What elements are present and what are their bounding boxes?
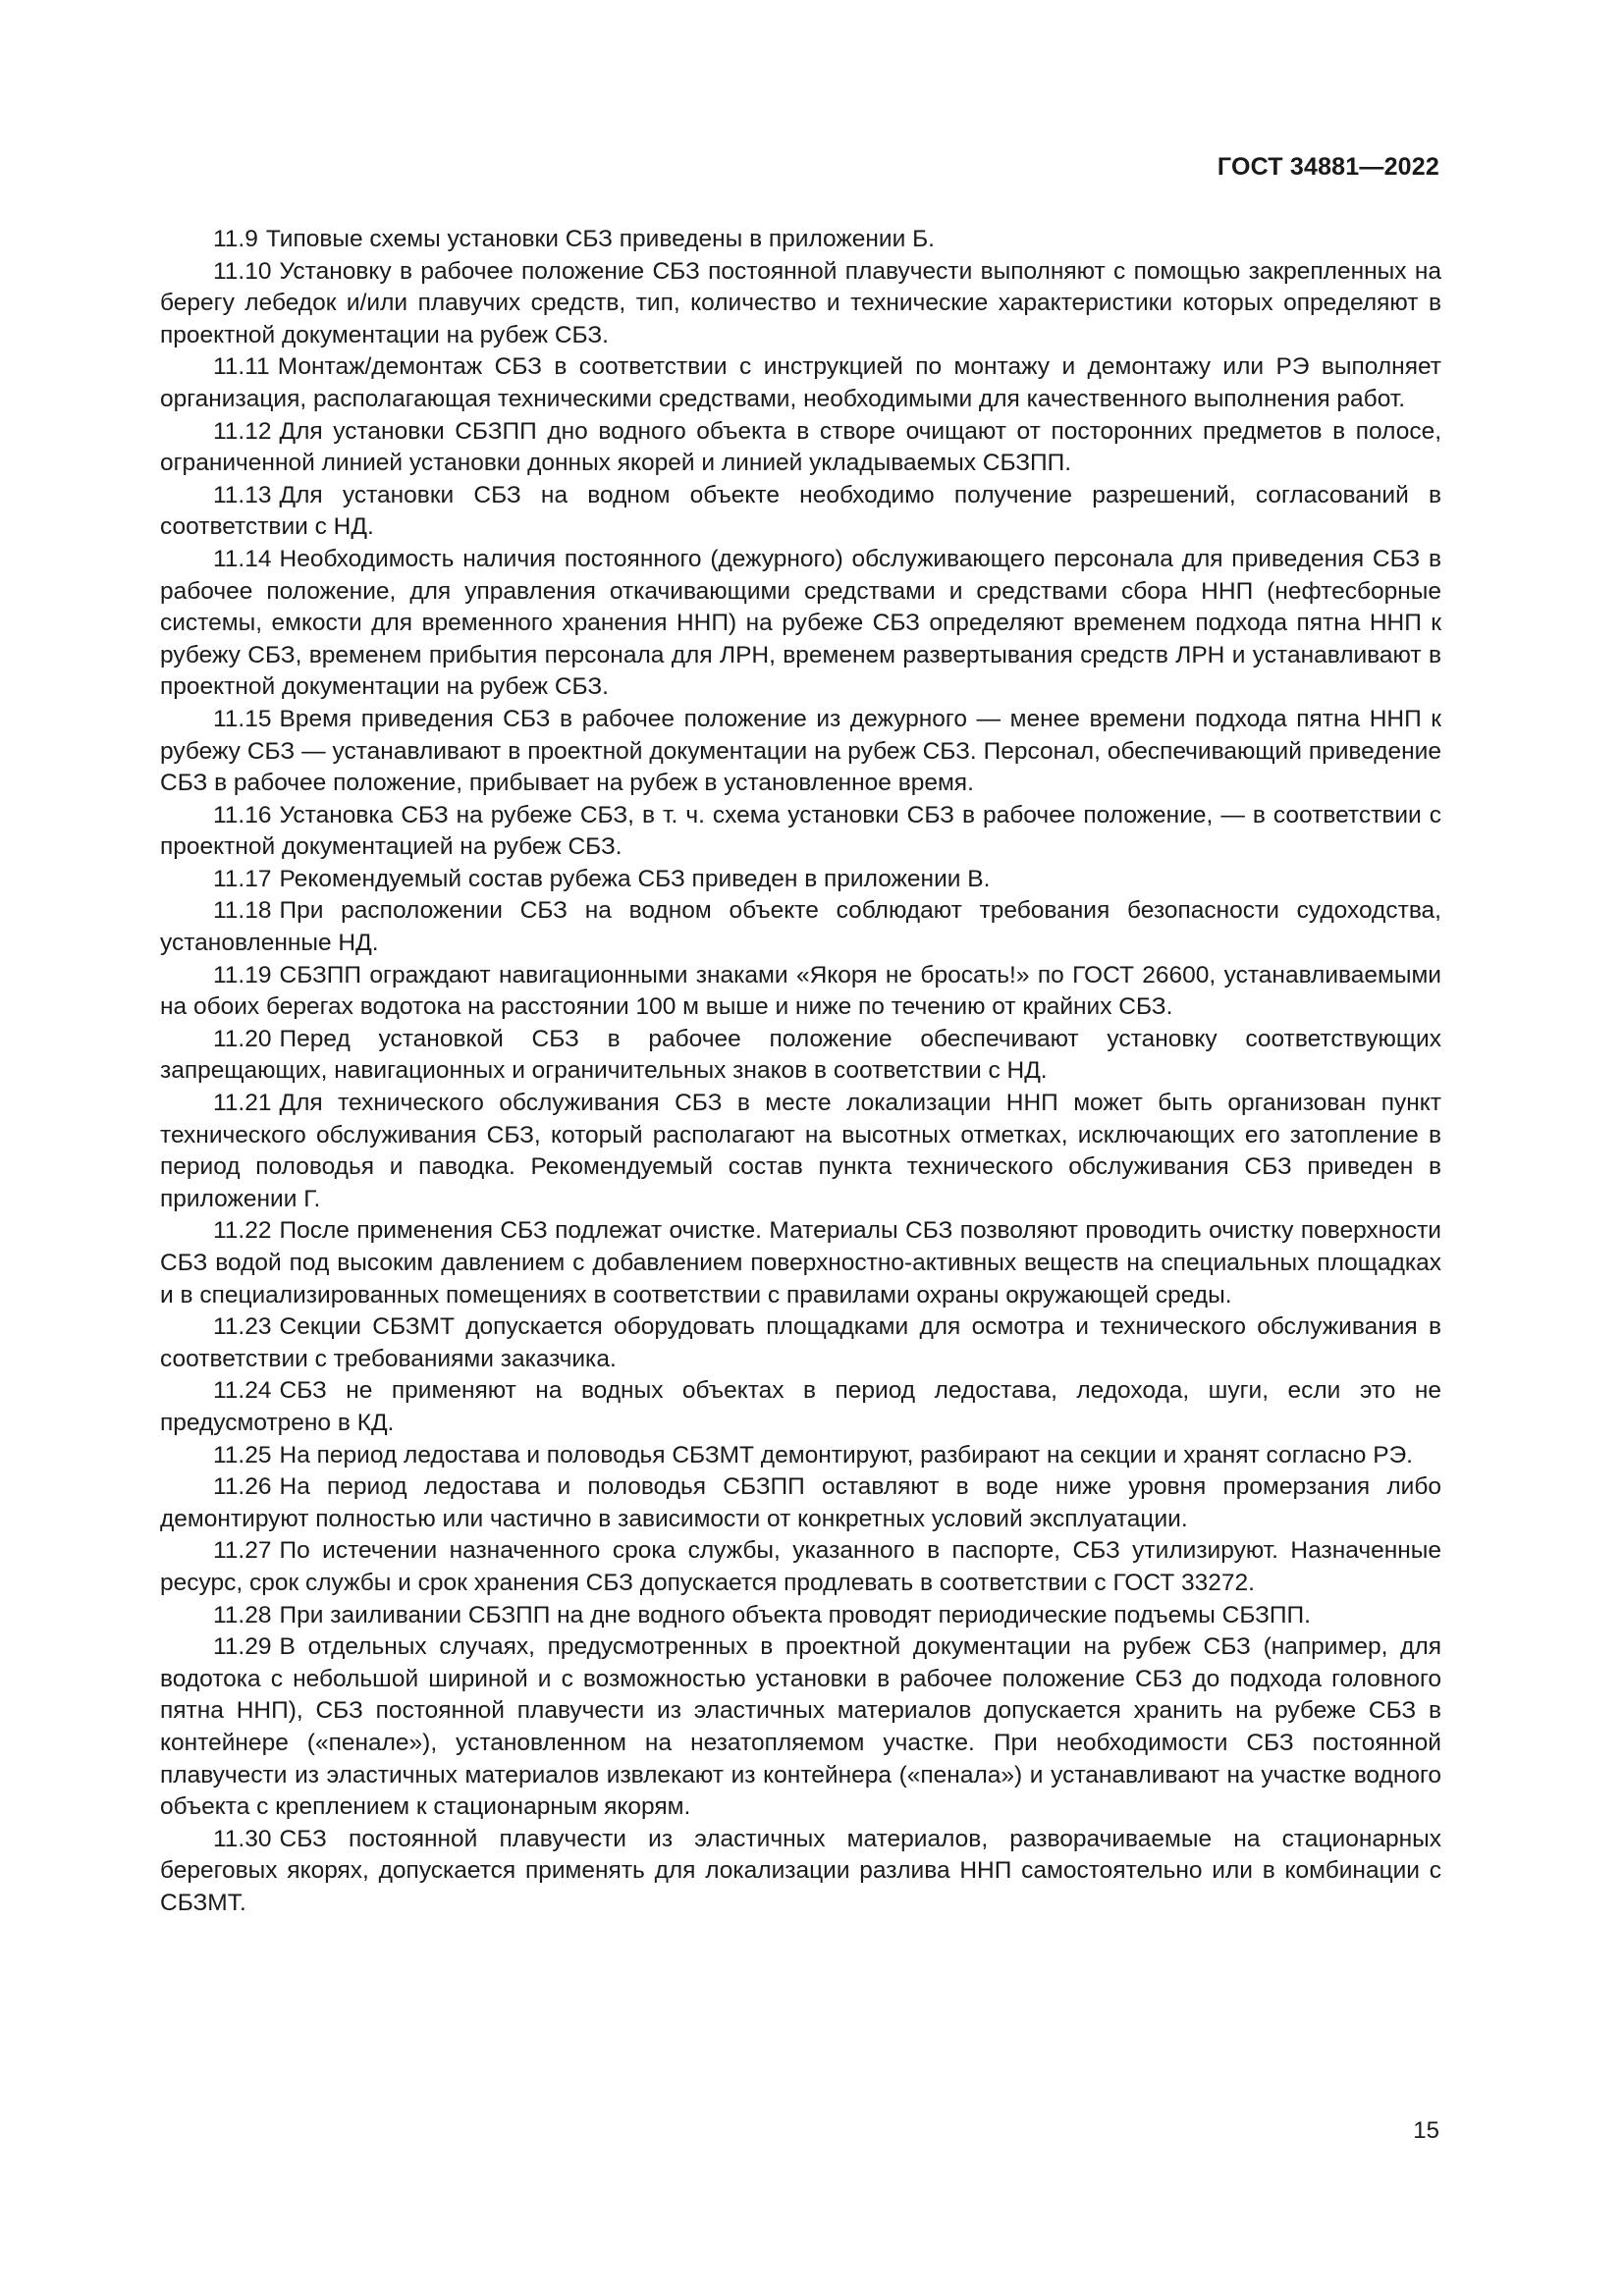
paragraph-text: СБЗ не применяют на водных объектах в период ледостава, ледохода, шуги, если это не предусмотрено в КД. — [160, 1377, 1441, 1436]
paragraph-text: На период ледостава и половодья СБЗПП оставляют в воде ниже уровня промерзания либо демонтируют полностью или частично в зависимости от конкретных условий эксплуатации. — [160, 1473, 1441, 1532]
paragraph-11-16 — [160, 800, 1441, 864]
paragraph-number: 11.21 — [213, 1090, 272, 1117]
paragraph-11-14 — [160, 544, 1441, 704]
paragraph-text: Для установки СБЗ на водном объекте необходимо получение разрешений, согласований в соответствии с НД. — [160, 481, 1441, 541]
paragraph-number: 11.26 — [213, 1473, 272, 1501]
paragraph-11-17 — [160, 864, 1441, 896]
paragraph-text: Типовые схемы установки СБЗ приведены в приложении Б. — [265, 226, 935, 252]
paragraph-11-9 — [160, 224, 1441, 256]
paragraph-text: При заиливании СБЗПП на дне водного объекта проводят периодические подъемы СБЗПП. — [279, 1601, 1311, 1629]
paragraph-text: Установка СБЗ на рубеже СБЗ, в т. ч. схема установки СБЗ в рабочее положение, — в соответствии с проектной документацией на рубеж СБЗ. — [160, 801, 1441, 861]
paragraph-11-18 — [160, 895, 1441, 959]
paragraph-number: 11.20 — [213, 1025, 272, 1052]
paragraph-11-13 — [160, 480, 1441, 544]
paragraph-text: Для установки СБЗПП дно водного объекта в створе очищают от посторонних предметов в полосе, ограниченной линией установки донных якорей и линией укладываемых СБЗПП. — [160, 417, 1441, 477]
paragraph-11-27 — [160, 1535, 1441, 1599]
paragraph-text: Установку в рабочее положение СБЗ постоянной плавучести выполняют с помощью закрепленных на берегу лебедок и/или плавучих средств, тип, количество и технические характеристики которых определяют в проектной документации на рубеж СБЗ. — [160, 257, 1441, 348]
paragraph-number: 11.27 — [213, 1537, 272, 1565]
paragraph-number: 11.30 — [213, 1825, 272, 1852]
paragraph-text: На период ледостава и половодья СБЗМТ демонтируют, разбирают на секции и хранят согласно РЭ. — [279, 1441, 1413, 1468]
paragraph-text: СБЗПП ограждают навигационными знаками «Якоря не бросать!» по ГОСТ 26600, устанавливаемыми на обоих берегах водотока на расстоянии 100 м выше и ниже по течению от крайних СБЗ. — [160, 961, 1441, 1021]
paragraph-number: 11.24 — [213, 1377, 272, 1405]
paragraph-number: 11.17 — [213, 865, 272, 892]
paragraph-11-29 — [160, 1631, 1441, 1824]
paragraph-11-10 — [160, 256, 1441, 352]
paragraph-number: 11.18 — [213, 897, 272, 925]
paragraph-number: 11.10 — [213, 257, 272, 285]
paragraph-11-26 — [160, 1471, 1441, 1535]
paragraph-number: 11.28 — [213, 1601, 272, 1629]
paragraph-11-23 — [160, 1311, 1441, 1375]
paragraph-number: 11.25 — [213, 1441, 272, 1468]
paragraph-text: Монтаж/демонтаж СБЗ в соответствии с инструкцией по монтажу и демонтажу или РЭ выполняет организация, располагающая техническими средствами, необходимыми для качественного выполнения работ. — [160, 353, 1441, 412]
paragraph-11-25 — [160, 1440, 1441, 1472]
paragraph-number: 11.13 — [213, 481, 272, 508]
paragraph-text: Необходимость наличия постоянного (дежурного) обслуживающего персонала для приведения СБЗ в рабочее положение, для управления откачивающими средствами и средствами сбора ННП (нефтесборные системы, емкости для временного хранения ННП) на рубеже СБЗ определяют временем подхода пятна ННП к рубежу СБЗ, временем прибытия персонала для ЛРН, временем развертывания средств ЛРН и устанавливают в проектной документации на рубеж СБЗ. — [160, 545, 1441, 701]
paragraph-text: Для технического обслуживания СБЗ в месте локализации ННП может быть организован пункт технического обслуживания СБЗ, который располагают на высотных отметках, исключающих его затопление в период половодья и паводка. Рекомендуемый состав пункта технического обслуживания СБЗ приведен в приложении Г. — [160, 1090, 1441, 1212]
page-number: 15 — [1413, 2117, 1439, 2144]
paragraph-text: После применения СБЗ подлежат очистке. Материалы СБЗ позволяют проводить очистку поверхности СБЗ водой под высоким давлением с добавлением поверхностно-активных веществ на специальных площадках и в специализированных помещениях в соответствии с правилами охраны окружающей среды. — [160, 1217, 1441, 1308]
paragraph-11-20 — [160, 1024, 1441, 1088]
paragraph-11-30 — [160, 1824, 1441, 1920]
paragraph-11-24 — [160, 1375, 1441, 1439]
paragraph-number: 11.19 — [213, 961, 272, 988]
paragraph-number: 11.14 — [213, 545, 272, 572]
paragraph-11-19 — [160, 960, 1441, 1024]
paragraph-number: 11.22 — [213, 1217, 272, 1245]
paragraph-11-15 — [160, 704, 1441, 800]
paragraph-number: 11.11 — [213, 353, 270, 381]
paragraph-text: СБЗ постоянной плавучести из эластичных материалов, разворачиваемые на стационарных береговых якорях, допускается применять для локализации разлива ННП самостоятельно или в комбинации с СБЗМТ. — [160, 1825, 1441, 1916]
paragraph-text: В отдельных случаях, предусмотренных в проектной документации на рубеж СБЗ (например, для водотока с небольшой шириной и с возможностью установки в рабочее положение СБЗ до подхода головного пятна ННП), СБЗ постоянной плавучести из эластичных материалов допускается хранить на рубеже СБЗ в контейнере («пенале»), установленном на незатопляемом участке. При необходимости СБЗ постоянной плавучести из эластичных материалов извлекают из контейнера («пенала») и устанавливают на участке водного объекта с креплением к стационарным якорям. — [160, 1633, 1441, 1821]
paragraph-text: Перед установкой СБЗ в рабочее положение обеспечивают установку соответствующих запрещающих, навигационных и ограничительных знаков в соответствии с НД. — [160, 1025, 1441, 1085]
paragraph-text: Секции СБЗМТ допускается оборудовать площадками для осмотра и технического обслуживания в соответствии с требованиями заказчика. — [160, 1313, 1441, 1372]
paragraph-number: 11.29 — [213, 1633, 272, 1661]
paragraph-number: 11.12 — [213, 417, 272, 445]
paragraph-number: 11.23 — [213, 1313, 272, 1341]
paragraph-text: Время приведения СБЗ в рабочее положение из дежурного — менее времени подхода пятна ННП к рубежу СБЗ — устанавливают в проектной документации на рубеж СБЗ. Персонал, обеспечивающий приведение СБЗ в рабочее положение, прибывает на рубеж в установленное время. — [160, 705, 1441, 797]
paragraph-number: 11.15 — [213, 705, 272, 732]
paragraph-number: 11.16 — [213, 801, 272, 828]
paragraph-number: 11.9 — [213, 226, 258, 252]
paragraph-11-28 — [160, 1600, 1441, 1632]
paragraph-text: При расположении СБЗ на водном объекте соблюдают требования безопасности судоходства, установленные НД. — [160, 897, 1441, 957]
paragraph-11-12 — [160, 416, 1441, 480]
paragraph-text: По истечении назначенного срока службы, указанного в паспорте, СБЗ утилизируют. Назначенные ресурс, срок службы и срок хранения СБЗ допускается продлевать в соответствии с ГОСТ 33272. — [160, 1537, 1441, 1596]
paragraph-11-22 — [160, 1215, 1441, 1311]
document-standard-header: ГОСТ 34881—2022 — [1217, 153, 1439, 181]
paragraph-11-11 — [160, 351, 1441, 415]
paragraph-text: Рекомендуемый состав рубежа СБЗ приведен в приложении В. — [279, 865, 991, 892]
document-body — [160, 224, 1441, 1919]
paragraph-11-21 — [160, 1088, 1441, 1215]
